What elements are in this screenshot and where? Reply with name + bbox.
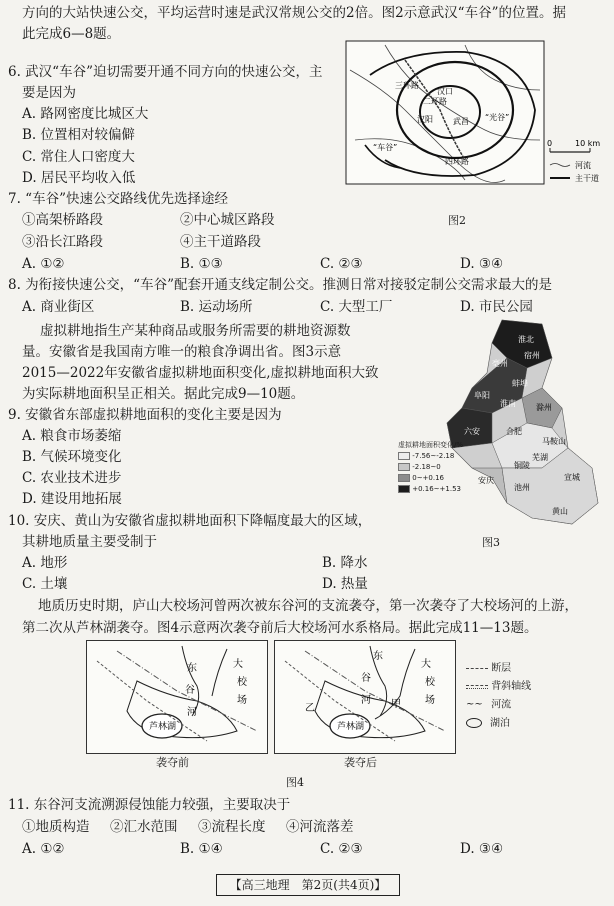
q10-option-d[interactable]: D. 热量: [322, 576, 368, 592]
q9-option-b[interactable]: B. 气候环境变化: [22, 449, 122, 465]
q6-option-a[interactable]: A. 路网密度比城区大: [22, 106, 149, 122]
intro-line-1: 方向的大站快速公交，平均运营时速是武汉常规公交的2倍。图2示意武汉“车谷”的位置。据: [22, 5, 566, 21]
q9-stem: 9. 安徽省东部虚拟耕地面积的变化主要是因为: [8, 407, 282, 423]
fig3-legend-2: -2.18~0: [412, 463, 441, 471]
fig4-legend-fault: 断层: [491, 663, 512, 674]
fig4-before-da: 大: [233, 659, 243, 670]
fig4-after-dong: 东: [373, 651, 383, 662]
fig4-before-dong: 东: [187, 663, 197, 674]
q6-stem-1: 6. 武汉“车谷”迫切需要开通不同方向的快速公交，主: [8, 64, 323, 80]
map-label-ring4: 四环路: [445, 157, 469, 166]
fig4-before-lake: 芦林湖: [149, 722, 177, 732]
fig3-legend-3: 0~+0.16: [412, 474, 445, 482]
q9-option-d[interactable]: D. 建设用地拓展: [22, 491, 122, 507]
fig4-after-gu: 谷: [361, 673, 371, 684]
fig4-before-chang: 场: [237, 695, 247, 706]
q11-option-d[interactable]: D. ③④: [460, 841, 504, 857]
q8-option-b[interactable]: B. 运动场所: [180, 299, 253, 315]
q8-option-d[interactable]: D. 市民公园: [460, 299, 533, 315]
fig3-legend-4: +0.16~+1.53: [412, 485, 462, 493]
q9-option-a[interactable]: A. 粮食市场萎缩: [22, 428, 122, 444]
q10-option-c[interactable]: C. 土壤: [22, 576, 68, 592]
q10-stem-1: 10. 安庆、黄山为安徽省虚拟耕地面积下降幅度最大的区域，: [8, 513, 372, 529]
fig4-after-da: 大: [421, 659, 431, 670]
fig4-after-label: 袭夺后: [344, 756, 377, 769]
scale-label: 10 km: [575, 139, 601, 148]
q8-stem: 8. 为衔接快速公交，“车谷”配套开通支线定制公交。推测日常对接驳定制公交需求最大的是: [8, 277, 552, 293]
fig3-legend-title: 虚拟耕地面积变化/%: [398, 441, 464, 449]
q8-option-c[interactable]: C. 大型工厂: [320, 299, 393, 315]
map-label-chegu: “车谷”: [373, 143, 398, 152]
q11-option-a[interactable]: A. ①②: [22, 841, 65, 857]
map-label-guanggu: “光谷”: [485, 113, 510, 122]
figure-2-map: [345, 40, 605, 230]
fig4-before-xiao: 校: [237, 677, 247, 688]
city-xuancheng: 宣城: [564, 473, 580, 482]
city-maanshan: 马鞍山: [542, 437, 566, 446]
q7-item-1: ①高架桥路段: [22, 212, 103, 228]
map-label-wuchang: 武昌: [453, 117, 469, 126]
q7-item-3: ③沿长江路段: [22, 234, 103, 250]
city-fuyang: 阜阳: [474, 391, 490, 400]
fig4-legend-lake: 湖泊: [490, 717, 510, 729]
q11-item-1: ①地质构造: [22, 819, 90, 835]
q11-option-c[interactable]: C. ②③: [320, 841, 363, 857]
figure-4-legend: 断层 背斜轴线 ~~ 河流 湖泊: [466, 663, 532, 729]
city-chizhou: 池州: [514, 483, 530, 492]
fig4-before-gu: 谷: [185, 685, 195, 696]
fig4-before-he: 河: [187, 707, 197, 718]
intro-line-2: 此完成6—8题。: [22, 26, 121, 42]
map-label-hanyang: 汉阳: [417, 115, 433, 124]
q10-option-a[interactable]: A. 地形: [22, 555, 68, 571]
q11-stem: 11. 东谷河支流溯源侵蚀能力较强，主要取决于: [8, 797, 291, 813]
q11-item-2: ②汇水范围: [110, 819, 178, 835]
figure-4-caption: 图4: [286, 776, 304, 789]
map-label-hankou: 汉口: [437, 87, 453, 96]
passage2-line-1: 虚拟耕地指生产某种商品或服务所需要的耕地资源数: [40, 323, 351, 339]
fig4-legend-anticline: 背斜轴线: [491, 681, 532, 692]
figure-3-legend: [398, 440, 478, 506]
fig4-after-xiao: 校: [425, 677, 435, 688]
q7-stem: 7. “车谷”快速公交路线优先选择途经: [8, 191, 228, 207]
passage2-line-2: 量。安徽省是我国南方唯一的粮食净调出省。图3示意: [22, 344, 342, 360]
fig4-before-label: 袭夺前: [156, 756, 189, 769]
q11-item-4: ④河流落差: [286, 819, 354, 835]
fig4-after-he: 河: [361, 695, 371, 706]
city-luan: 六安: [464, 427, 480, 436]
city-bengbu: 蚌埠: [512, 379, 528, 388]
passage2-line-3: 2015—2022年安徽省虚拟耕地面积变化,虚拟耕地面积大致: [22, 365, 379, 381]
q11-item-3: ③流程长度: [198, 819, 266, 835]
q6-option-b[interactable]: B. 位置相对较偏僻: [22, 127, 136, 143]
city-anqing: 安庆: [478, 476, 494, 485]
city-huangshan: 黄山: [552, 507, 568, 516]
passage3-line-1: 地质历史时期，庐山大校场河曾两次被东谷河的支流袭夺，第一次袭夺了大校场河的上游，: [38, 598, 578, 614]
city-tongling: 铜陵: [514, 461, 530, 470]
city-huainan: 淮南: [500, 399, 516, 408]
city-suzhou: 宿州: [524, 351, 540, 360]
q10-option-b[interactable]: B. 降水: [322, 555, 368, 571]
fig4-legend-river: 河流: [491, 699, 512, 711]
figure-2-caption: 图2: [448, 214, 466, 227]
q6-option-c[interactable]: C. 常住人口密度大: [22, 149, 135, 165]
city-bozhou: 亳州: [492, 359, 508, 368]
q9-option-c[interactable]: C. 农业技术进步: [22, 470, 122, 486]
city-huaibei: 淮北: [518, 335, 534, 344]
legend-road: 主干道: [575, 174, 599, 183]
q7-option-c[interactable]: C. ②③: [320, 256, 363, 272]
legend-river: 河流: [575, 161, 591, 170]
fig4-after-lake: 芦林湖: [337, 722, 365, 732]
q7-item-4: ④主干道路段: [180, 234, 261, 250]
q7-option-a[interactable]: A. ①②: [22, 256, 65, 272]
city-chuzhou: 滁州: [536, 403, 552, 412]
fig4-after-jia: 甲: [391, 699, 401, 710]
q7-item-2: ②中心城区路段: [180, 212, 275, 228]
fig3-legend-1: -7.56~-2.18: [412, 452, 455, 460]
q8-option-a[interactable]: A. 商业街区: [22, 299, 95, 315]
map-label-ring2: 二环路: [423, 97, 447, 106]
figure-4-after: [274, 640, 456, 754]
city-hefei: 合肥: [506, 427, 522, 436]
passage2-line-4: 为实际耕地面积呈正相关。据此完成9—10题。: [22, 386, 305, 402]
figure-4-before: [86, 640, 268, 754]
city-wuhu: 芜湖: [532, 453, 548, 462]
q7-option-b[interactable]: B. ①③: [180, 256, 223, 272]
q10-stem-2: 其耕地质量主要受制于: [22, 534, 157, 550]
q6-stem-2: 要是因为: [22, 85, 76, 101]
scale-zero: 0: [547, 139, 553, 148]
q11-option-b[interactable]: B. ①④: [180, 841, 223, 857]
fig4-after-yi: 乙: [305, 703, 315, 714]
passage3-line-2: 第二次从芦林湖袭夺。图4示意两次袭夺前后大校场河水系格局。据此完成11—13题。: [22, 620, 538, 636]
page-footer: 【高三地理 第2页(共4页)】: [216, 874, 400, 896]
fig4-after-chang: 场: [425, 695, 435, 706]
map-label-ring3: 三环路: [395, 81, 419, 90]
figure-3-caption: 图3: [482, 536, 500, 549]
q6-option-d[interactable]: D. 居民平均收入低: [22, 170, 136, 186]
q7-option-d[interactable]: D. ③④: [460, 256, 504, 272]
